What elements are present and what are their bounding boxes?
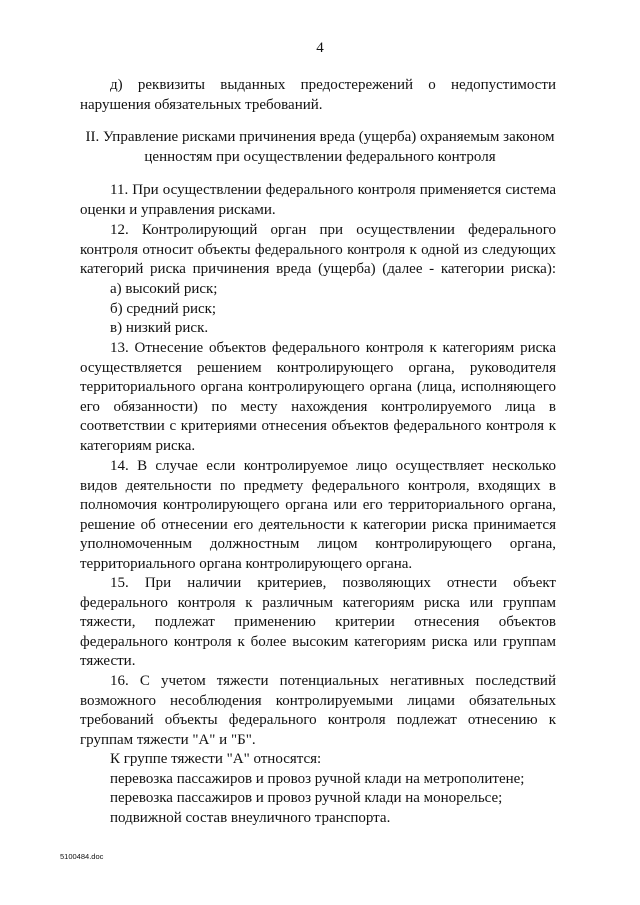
text-line: 14. В случае если контролируемое лицо осуществляет несколько <box>110 458 556 474</box>
text-line: 15. При наличии критериев, позволяющих отнести объект <box>110 575 556 591</box>
risk-categories-list <box>80 280 556 339</box>
text-line: тяжести. <box>80 653 136 670</box>
text-line: видов деятельности по предмету федерального контроля, входящих в <box>80 477 556 494</box>
text-line: категорий риска причинения вреда (ущерба) (далее - категории риска): <box>80 261 556 278</box>
group-a-intro: К группе тяжести "А" относятся: <box>110 751 322 767</box>
text-line: решение об отнесении его деятельности к категории риска принимается <box>80 516 556 533</box>
document-filename: 5100484.doc <box>60 852 104 861</box>
paragraph-15 <box>80 574 556 672</box>
text-line: его обязанности) по месту нахождения контролируемого лица в <box>80 398 556 415</box>
text-line: уполномоченным должностным лицом контролирующего органа, <box>80 536 556 553</box>
text-line: категориям риска. <box>80 437 196 454</box>
paragraph-13 <box>80 339 556 457</box>
paragraph-11 <box>80 181 556 220</box>
list-item: перевозка пассажиров и провоз ручной клади на метрополитене; <box>110 770 525 787</box>
text-line: д) реквизиты выданных предостережений о недопустимости <box>110 77 556 93</box>
text-line: 12. Контролирующий орган при осуществлении федерального <box>110 222 556 238</box>
list-item: а) высокий риск; <box>110 281 218 297</box>
heading-line: II. Управление рисками причинения вреда (ущерба) охраняемым законом <box>85 129 555 145</box>
text-line: соответствии с критериями отнесения объектов федерального контроля к <box>80 418 556 435</box>
text-line: осуществляется решением контролирующего органа, руководителя <box>80 359 556 376</box>
text-line: федерального контроля к более высоким категориям риска или группам <box>80 633 556 650</box>
list-item: подвижной состав внеуличного транспорта. <box>110 809 391 826</box>
text-line: тяжести, подлежат применению критерии отнесения объектов <box>80 614 556 631</box>
text-line: оценки и управления рисками. <box>80 201 276 218</box>
text-line: группам тяжести "А" и "Б". <box>80 731 256 748</box>
text-line: нарушения обязательных требований. <box>80 96 323 113</box>
text-line: 13. Отнесение объектов федерального контроля к категориям риска <box>110 340 556 356</box>
text-line: 11. При осуществлении федерального контроля применяется система <box>110 182 556 198</box>
page-number: 4 <box>316 40 324 56</box>
text-line: 16. С учетом тяжести потенциальных негативных последствий <box>110 673 556 689</box>
paragraph-16 <box>80 672 556 750</box>
text-line: федерального контроля к различным категориям риска или группам <box>80 594 556 611</box>
text-line: полномочия контролирующего органа или его территориального органа, <box>80 497 556 514</box>
paragraph-12 <box>80 221 556 280</box>
text-line: территориального органа контролирующего органа (лица, исполняющего <box>80 379 556 396</box>
list-item: перевозка пассажиров и провоз ручной клади на монорельсе; <box>110 790 503 807</box>
paragraph-14 <box>80 457 556 575</box>
heading-line: ценностям при осуществлении федерального контроля <box>144 148 496 165</box>
text-line: территориального органа контролирующего органа. <box>80 555 413 572</box>
section-heading <box>60 128 580 167</box>
group-a-list <box>80 750 556 828</box>
text-line: требований объекты федерального контроля подлежат отнесению к <box>80 712 556 729</box>
list-item: в) низкий риск. <box>110 320 209 337</box>
text-line: возможного несоблюдения контролируемыми лицами обязательных <box>80 692 556 709</box>
text-line: контроля относит объекты федерального контроля к одной из следующих <box>80 241 556 258</box>
list-item: б) средний риск; <box>110 300 217 317</box>
paragraph-d <box>80 76 556 115</box>
